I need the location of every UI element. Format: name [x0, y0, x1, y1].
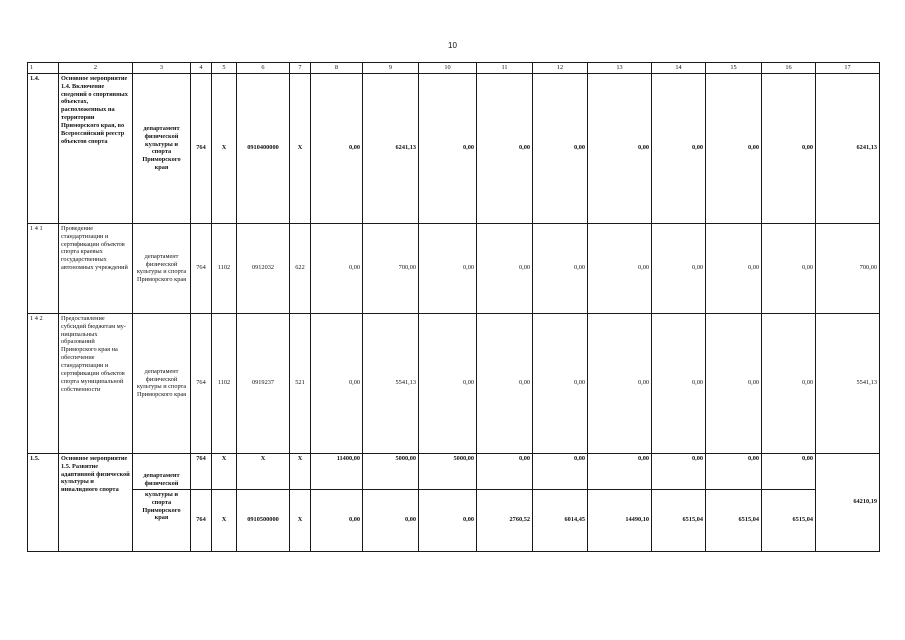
header-cell: 8 [311, 63, 363, 74]
cell-c7: 622 [290, 223, 311, 313]
cell-c10: 0,00 [419, 489, 477, 551]
cell-c8: 0,00 [311, 489, 363, 551]
cell-c6: 0912032 [237, 223, 290, 313]
cell-c9: 5541,13 [363, 313, 419, 453]
cell-c16: 0,00 [762, 223, 816, 313]
cell-c7: X [290, 453, 311, 489]
row-executor: департамент физической культуры и спорта Приморского края [133, 313, 191, 453]
row-executor: департамент физической культуры и спорта Приморского края [133, 223, 191, 313]
header-cell: 13 [588, 63, 652, 74]
cell-c12: 0,00 [533, 453, 588, 489]
header-cell: 15 [706, 63, 762, 74]
cell-c15: 0,00 [706, 73, 762, 223]
header-cell: 1 [28, 63, 59, 74]
header-cell: 6 [237, 63, 290, 74]
cell-c10: 0,00 [419, 223, 477, 313]
cell-c14: 6515,04 [652, 489, 706, 551]
cell-c8: 0,00 [311, 223, 363, 313]
cell-c9: 6241,13 [363, 73, 419, 223]
cell-c13: 0,00 [588, 313, 652, 453]
row-name: Проведение стандартизации и сертификации объектов спорта краевых государственных автономных учреждений [59, 223, 133, 313]
cell-c4: 764 [191, 223, 212, 313]
cell-c5: 1102 [212, 223, 237, 313]
cell-c5: X [212, 489, 237, 551]
cell-c12: 0,00 [533, 73, 588, 223]
cell-c13: 0,00 [588, 73, 652, 223]
header-cell: 10 [419, 63, 477, 74]
header-cell: 11 [477, 63, 533, 74]
cell-c9: 5000,00 [363, 453, 419, 489]
cell-c8: 0,00 [311, 73, 363, 223]
cell-c12: 0,00 [533, 223, 588, 313]
header-cell: 3 [133, 63, 191, 74]
header-cell: 16 [762, 63, 816, 74]
row-code: 1 4 1 [28, 223, 59, 313]
cell-c15: 6515,04 [706, 489, 762, 551]
cell-c17: 700,00 [816, 223, 880, 313]
cell-c12: 0,00 [533, 313, 588, 453]
cell-c15: 0,00 [706, 223, 762, 313]
row-name: Предоставление субсидий бюджетам му-ниципальных образований Приморского края на обеспечение стандартизации и сертификации объектов спорта муниципальной собственности [59, 313, 133, 453]
cell-c10: 0,00 [419, 73, 477, 223]
cell-c10: 5000,00 [419, 453, 477, 489]
cell-c16: 0,00 [762, 453, 816, 489]
row-code: 1.4. [28, 73, 59, 223]
cell-c5: 1102 [212, 313, 237, 453]
cell-c16: 6515,04 [762, 489, 816, 551]
cell-c11: 0,00 [477, 453, 533, 489]
cell-c15: 0,00 [706, 313, 762, 453]
cell-c13: 14490,10 [588, 489, 652, 551]
cell-c6: 0919237 [237, 313, 290, 453]
cell-c14: 0,00 [652, 223, 706, 313]
cell-c9: 700,00 [363, 223, 419, 313]
page-number: 10 [448, 41, 457, 50]
cell-c8: 0,00 [311, 313, 363, 453]
cell-c17: 64210,19 [816, 453, 880, 551]
cell-c13: 0,00 [588, 223, 652, 313]
table-row [28, 489, 880, 551]
table-row [28, 73, 880, 223]
header-cell: 2 [59, 63, 133, 74]
cell-c5: X [212, 453, 237, 489]
row-code: 1.5. [28, 453, 59, 551]
row-name: Основное мероприятие 1.5. Развитие адаптивной физической культуры и инвалидного спорта [59, 453, 133, 551]
header-cell: 9 [363, 63, 419, 74]
cell-c5: X [212, 73, 237, 223]
cell-c14: 0,00 [652, 453, 706, 489]
cell-c4: 764 [191, 453, 212, 489]
header-row [28, 63, 880, 74]
header-cell: 4 [191, 63, 212, 74]
header-cell: 12 [533, 63, 588, 74]
cell-c6: 0910400000 [237, 73, 290, 223]
cell-c4: 764 [191, 73, 212, 223]
cell-c6: 0910500000 [237, 489, 290, 551]
cell-c9: 0,00 [363, 489, 419, 551]
cell-c17: 5541,13 [816, 313, 880, 453]
cell-c7: 521 [290, 313, 311, 453]
cell-c8: 11400,00 [311, 453, 363, 489]
budget-table [27, 62, 880, 552]
cell-c11: 2760,52 [477, 489, 533, 551]
cell-c11: 0,00 [477, 223, 533, 313]
cell-c13: 0,00 [588, 453, 652, 489]
cell-c14: 0,00 [652, 313, 706, 453]
header-cell: 5 [212, 63, 237, 74]
header-cell: 14 [652, 63, 706, 74]
table-row [28, 313, 880, 453]
cell-c11: 0,00 [477, 313, 533, 453]
row-executor: департамент физической [133, 453, 191, 489]
cell-c4: 764 [191, 489, 212, 551]
row-name: Основное мероприятие 1.4. Включение сведений о спортивных объектах, расположенных на территории Приморского края, во Всероссийский реестр объектов спорта [59, 73, 133, 223]
cell-c15: 0,00 [706, 453, 762, 489]
row-executor: культуры и спорта Приморского края [133, 489, 191, 551]
cell-c11: 0,00 [477, 73, 533, 223]
cell-c16: 0,00 [762, 73, 816, 223]
cell-c7: X [290, 73, 311, 223]
row-executor: департамент физической культуры и спорта Приморского края [133, 73, 191, 223]
header-cell: 17 [816, 63, 880, 74]
cell-c16: 0,00 [762, 313, 816, 453]
table-row [28, 453, 880, 489]
cell-c14: 0,00 [652, 73, 706, 223]
row-code: 1 4 2 [28, 313, 59, 453]
cell-c10: 0,00 [419, 313, 477, 453]
cell-c12: 6014,45 [533, 489, 588, 551]
cell-c6: X [237, 453, 290, 489]
header-cell: 7 [290, 63, 311, 74]
cell-c17: 6241,13 [816, 73, 880, 223]
cell-c7: X [290, 489, 311, 551]
cell-c4: 764 [191, 313, 212, 453]
table-row [28, 223, 880, 313]
